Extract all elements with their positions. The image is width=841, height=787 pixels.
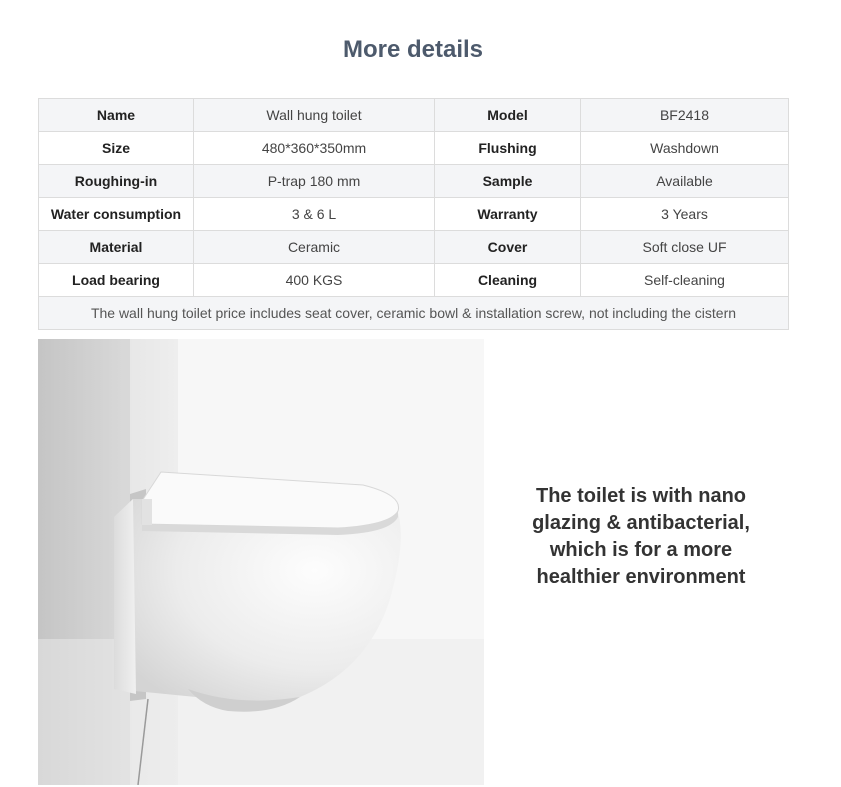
spec-value: 480*360*350mm — [194, 132, 435, 165]
spec-label: Name — [39, 99, 194, 132]
table-row — [39, 231, 789, 264]
spec-value: Soft close UF — [581, 231, 789, 264]
table-row — [39, 99, 789, 132]
spec-value: 400 KGS — [194, 264, 435, 297]
page-title: More details — [342, 36, 484, 63]
spec-label: Warranty — [435, 198, 581, 231]
toilet-image — [38, 339, 484, 785]
spec-value: Self-cleaning — [581, 264, 789, 297]
spec-label: Water consumption — [39, 198, 194, 231]
spec-value: Washdown — [581, 132, 789, 165]
spec-value: Available — [581, 165, 789, 198]
feature-description: The toilet is with nano glazing & antibacterial, which is for a more healthier environment — [532, 485, 750, 588]
table-row — [39, 132, 789, 165]
table-row — [39, 264, 789, 297]
spec-label: Load bearing — [39, 264, 194, 297]
spec-label: Cleaning — [435, 264, 581, 297]
spec-value: Ceramic — [194, 231, 435, 264]
table-row — [39, 165, 789, 198]
table-row — [39, 198, 789, 231]
spec-label: Roughing-in — [39, 165, 194, 198]
spec-label: Cover — [435, 231, 581, 264]
product-photo — [38, 339, 484, 785]
spec-value: Wall hung toilet — [194, 99, 435, 132]
spec-label: Flushing — [435, 132, 581, 165]
spec-value: 3 & 6 L — [194, 198, 435, 231]
spec-label: Material — [39, 231, 194, 264]
specs-table — [38, 98, 789, 330]
price-note: The wall hung toilet price includes seat cover, ceramic bowl & installation screw, not including the cistern — [39, 297, 789, 330]
table-row-note — [39, 297, 789, 330]
spec-label: Size — [39, 132, 194, 165]
spec-label: Model — [435, 99, 581, 132]
spec-value: BF2418 — [581, 99, 789, 132]
spec-value: P-trap 180 mm — [194, 165, 435, 198]
spec-label: Sample — [435, 165, 581, 198]
spec-value: 3 Years — [581, 198, 789, 231]
